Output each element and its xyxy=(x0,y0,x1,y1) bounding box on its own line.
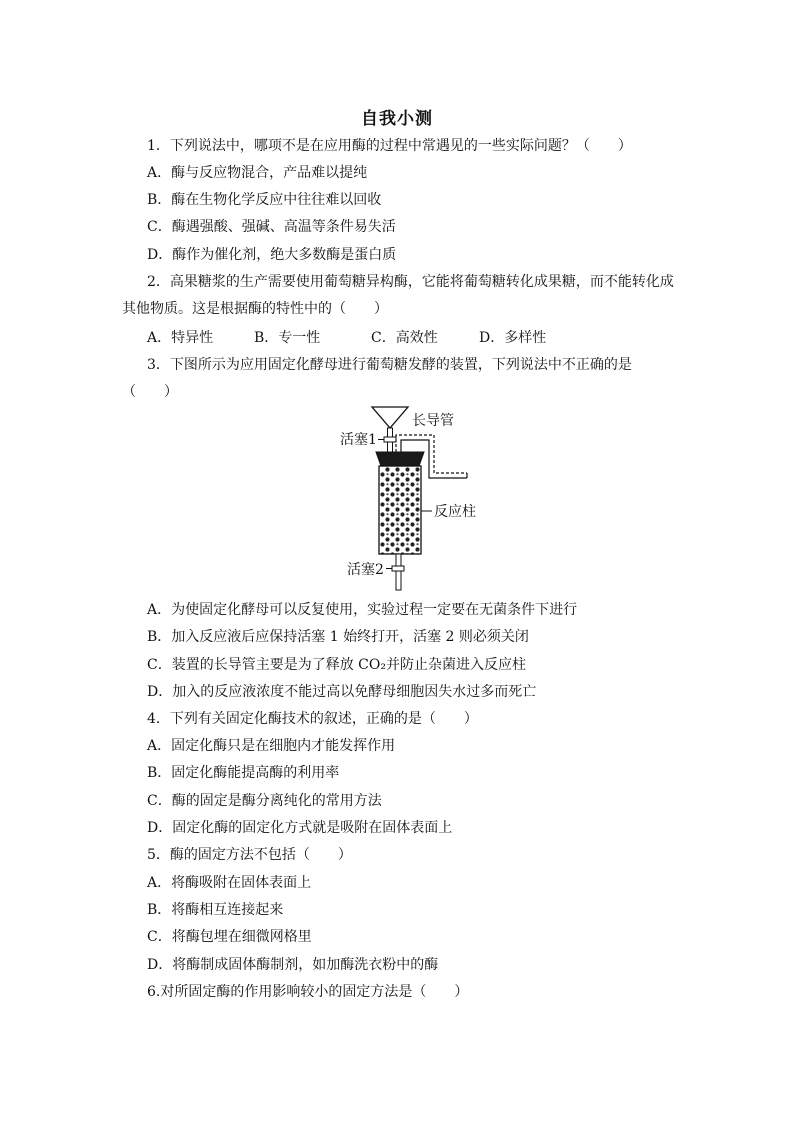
label-reaction-column: 反应柱 xyxy=(434,504,476,520)
q3-option-a: A．为使固定化酵母可以反复使用，实验过程一定要在无菌条件下进行 xyxy=(147,602,578,618)
reaction-column-shape xyxy=(379,466,421,554)
q2-option-b: B．专一性 xyxy=(254,330,321,346)
outlet-tube xyxy=(396,554,401,590)
q2-stem-line1: 2．高果糖浆的生产需要使用葡萄糖异构酶，它能将葡萄糖转化成果糖，而不能转化成 xyxy=(147,274,674,290)
q4-option-b: B．固定化酶能提高酶的利用率 xyxy=(147,765,340,781)
q5-option-b: B．将酶相互连接起来 xyxy=(147,902,284,918)
q2-option-a: A．特异性 xyxy=(147,330,214,346)
q1-option-d: D．酶作为催化剂，绝大多数酶是蛋白质 xyxy=(147,247,397,263)
q5-option-d: D．将酶制成固体酶制剂，如加酶洗衣粉中的酶 xyxy=(147,957,439,973)
funnel-shape xyxy=(372,407,408,428)
q6-stem: 6.对所固定酶的作用影响较小的固定方法是（ ） xyxy=(147,984,469,1000)
q1-option-b: B．酶在生物化学反应中往往难以回收 xyxy=(147,192,382,208)
q5-stem: 5．酶的固定方法不包括（ ） xyxy=(147,847,352,863)
page-title: 自我小测 xyxy=(361,109,433,129)
q2-options xyxy=(147,327,546,347)
valve-1-shape xyxy=(384,437,396,442)
q1-stem: 1．下列说法中，哪项不是在应用酶的过程中常遇见的一些实际问题？（ ） xyxy=(147,138,632,154)
q5-option-c: C．将酶包埋在细微网格里 xyxy=(147,929,312,945)
q3-stem-line2: （ ） xyxy=(122,384,178,400)
column-stopper xyxy=(376,452,424,466)
q4-option-c: C．酶的固定是酶分离纯化的常用方法 xyxy=(147,793,382,809)
q3-option-c: C．装置的长导管主要是为了释放 CO₂并防止杂菌进入反应柱 xyxy=(147,657,526,673)
q1-option-c: C．酶遇强酸、强碱、高温等条件易失活 xyxy=(147,219,396,235)
q4-option-d: D．固定化酶的固定化方式就是吸附在固体表面上 xyxy=(147,820,453,836)
fermentation-apparatus-diagram xyxy=(330,402,500,592)
label-valve-1: 活塞1 xyxy=(340,432,377,448)
valve-2-shape xyxy=(392,566,404,571)
q3-stem-line1: 3．下图所示为应用固定化酵母进行葡萄糖发酵的装置，下列说法中不正确的是 xyxy=(147,357,632,373)
q2-option-d: D．多样性 xyxy=(479,330,547,346)
q2-stem-line2: 其他物质。这是根据酶的特性中的（ ） xyxy=(122,301,388,317)
q2-option-c: C．高效性 xyxy=(371,330,438,346)
q4-stem: 4．下列有关固定化酶技术的叙述，正确的是（ ） xyxy=(147,711,478,727)
label-long-tube: 长导管 xyxy=(412,413,454,429)
q3-option-d: D．加入的反应液浓度不能过高以免酵母细胞因失水过多而死亡 xyxy=(147,684,537,700)
q5-option-a: A．将酶吸附在固体表面上 xyxy=(147,875,312,891)
q1-option-a: A．酶与反应物混合，产品难以提纯 xyxy=(147,165,368,181)
q4-option-a: A．固定化酶只是在细胞内才能发挥作用 xyxy=(147,738,396,754)
label-valve-2: 活塞2 xyxy=(347,562,384,578)
q3-option-b: B．加入反应液后应保持活塞 1 始终打开，活塞 2 则必须关闭 xyxy=(147,629,529,645)
